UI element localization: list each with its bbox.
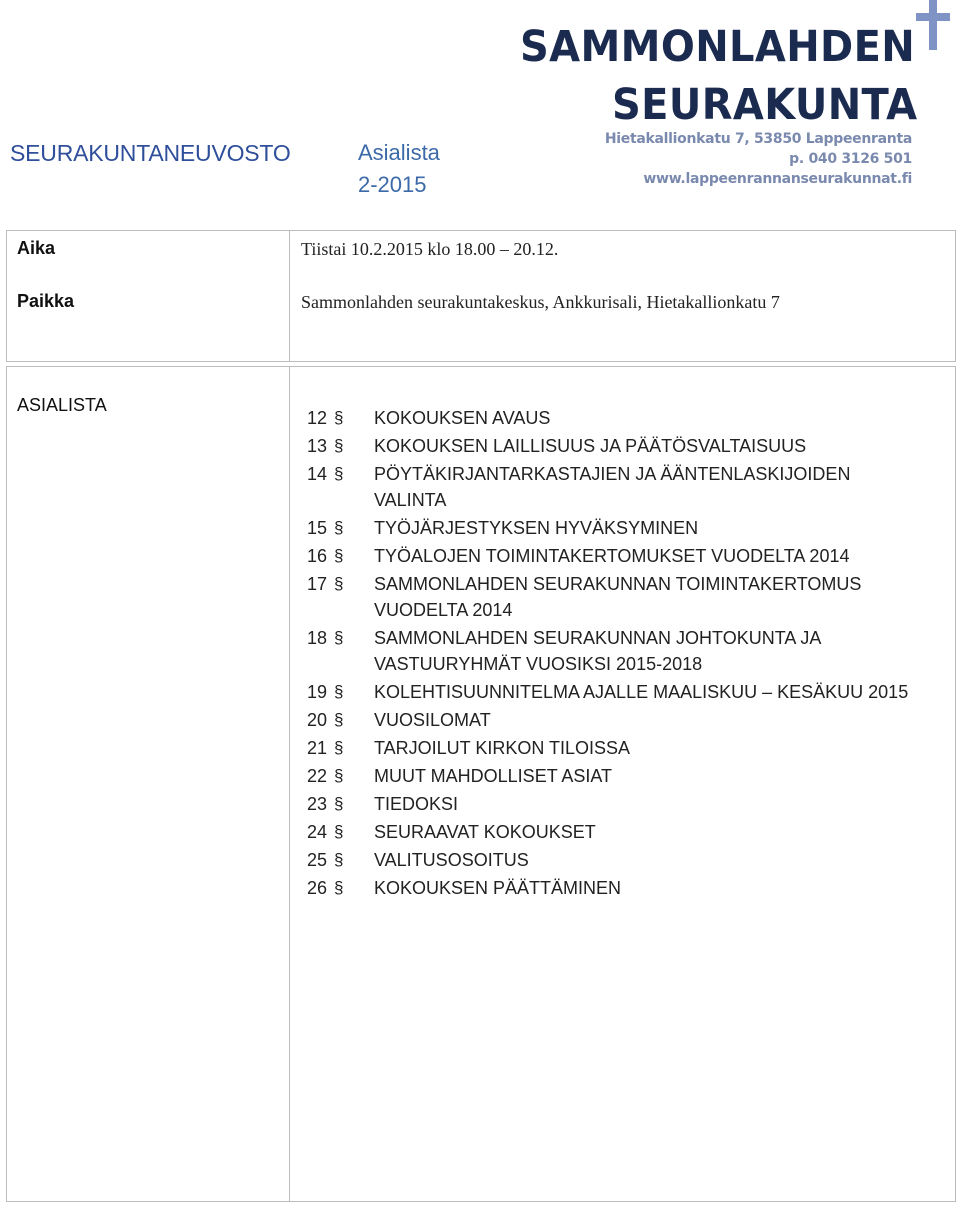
agenda-table — [6, 366, 956, 1202]
council-title: SEURAKUNTANEUVOSTO — [10, 140, 291, 166]
item-number: 18 — [307, 628, 328, 648]
item-number: 21 — [307, 738, 328, 758]
section-symbol: § — [334, 546, 344, 565]
list-item — [307, 679, 927, 705]
list-item — [307, 847, 927, 873]
list-item — [307, 735, 927, 761]
section-symbol: § — [334, 878, 344, 897]
logo-line-2: SEURAKUNTA — [612, 80, 918, 130]
item-text: KOKOUKSEN PÄÄTTÄMINEN — [374, 878, 622, 898]
place-label: Paikka — [17, 291, 75, 311]
section-symbol: § — [334, 436, 344, 455]
list-item — [307, 625, 927, 677]
section-symbol: § — [334, 738, 344, 757]
item-number: 23 — [307, 794, 328, 814]
item-number: 26 — [307, 878, 328, 898]
parish-address: Hietakallionkatu 7, 53850 Lappeenranta — [604, 131, 912, 147]
section-symbol: § — [334, 518, 344, 537]
document-type: Asialista — [358, 140, 440, 165]
column-divider — [289, 367, 290, 1201]
section-symbol: § — [334, 464, 344, 483]
item-text: PÖYTÄKIRJANTARKASTAJIEN JA ÄÄNTENLASKIJOIDEN VALINTA — [374, 464, 851, 510]
section-symbol: § — [334, 408, 344, 427]
document-number: 2-2015 — [358, 172, 427, 197]
item-text: SAMMONLAHDEN SEURAKUNNAN JOHTOKUNTA JA VASTUURYHMÄT VUOSIKSI 2015-2018 — [374, 628, 821, 674]
logo-line-1: SAMMONLAHDEN — [520, 22, 916, 72]
item-number: 16 — [307, 546, 328, 566]
section-symbol: § — [334, 710, 344, 729]
column-divider — [289, 231, 290, 361]
item-text: SAMMONLAHDEN SEURAKUNNAN TOIMINTAKERTOMUS VUODELTA 2014 — [374, 574, 862, 620]
item-text: TYÖALOJEN TOIMINTAKERTOMUKSET VUODELTA 2014 — [374, 546, 850, 566]
agenda-title: ASIALISTA — [17, 395, 107, 415]
meeting-info-table — [6, 230, 956, 362]
item-number: 24 — [307, 822, 328, 842]
parish-website: www.lappeenrannanseurakunnat.fi — [643, 171, 912, 187]
item-text: VALITUSOSOITUS — [374, 850, 529, 870]
item-text: MUUT MAHDOLLISET ASIAT — [374, 766, 613, 786]
list-item — [307, 819, 927, 845]
list-item — [307, 571, 927, 623]
time-value: Tiistai 10.2.2015 klo 18.00 – 20.12. — [301, 239, 559, 259]
section-symbol: § — [334, 682, 344, 701]
agenda-list — [307, 405, 927, 903]
list-item — [307, 707, 927, 733]
cross-icon — [916, 0, 950, 50]
item-text: TIEDOKSI — [374, 794, 459, 814]
item-text: VUOSILOMAT — [374, 710, 491, 730]
item-text: KOLEHTISUUNNITELMA AJALLE MAALISKUU – KESÄKUU 2015 — [374, 682, 909, 702]
item-number: 25 — [307, 850, 328, 870]
item-text: TARJOILUT KIRKON TILOISSA — [374, 738, 631, 758]
list-item — [307, 543, 927, 569]
list-item — [307, 791, 927, 817]
item-text: KOKOUKSEN AVAUS — [374, 408, 551, 428]
section-symbol: § — [334, 850, 344, 869]
item-number: 15 — [307, 518, 328, 538]
item-number: 22 — [307, 766, 328, 786]
list-item — [307, 763, 927, 789]
parish-logo — [520, 0, 960, 200]
item-text: SEURAAVAT KOKOUKSET — [374, 822, 596, 842]
section-symbol: § — [334, 574, 344, 593]
section-symbol: § — [334, 766, 344, 785]
list-item — [307, 405, 927, 431]
section-symbol: § — [334, 628, 344, 647]
item-text: TYÖJÄRJESTYKSEN HYVÄKSYMINEN — [374, 518, 699, 538]
parish-phone: p. 040 3126 501 — [789, 151, 912, 167]
section-symbol: § — [334, 822, 344, 841]
section-symbol: § — [334, 794, 344, 813]
item-number: 12 — [307, 408, 328, 428]
place-value: Sammonlahden seurakuntakeskus, Ankkurisali, Hietakallionkatu 7 — [301, 292, 780, 312]
item-number: 19 — [307, 682, 328, 702]
list-item — [307, 515, 927, 541]
list-item — [307, 875, 927, 901]
item-number: 14 — [307, 464, 328, 484]
list-item — [307, 461, 927, 513]
item-number: 20 — [307, 710, 328, 730]
item-text: KOKOUKSEN LAILLISUUS JA PÄÄTÖSVALTAISUUS — [374, 436, 807, 456]
item-number: 13 — [307, 436, 328, 456]
list-item — [307, 433, 927, 459]
time-label: Aika — [17, 238, 56, 258]
item-number: 17 — [307, 574, 328, 594]
